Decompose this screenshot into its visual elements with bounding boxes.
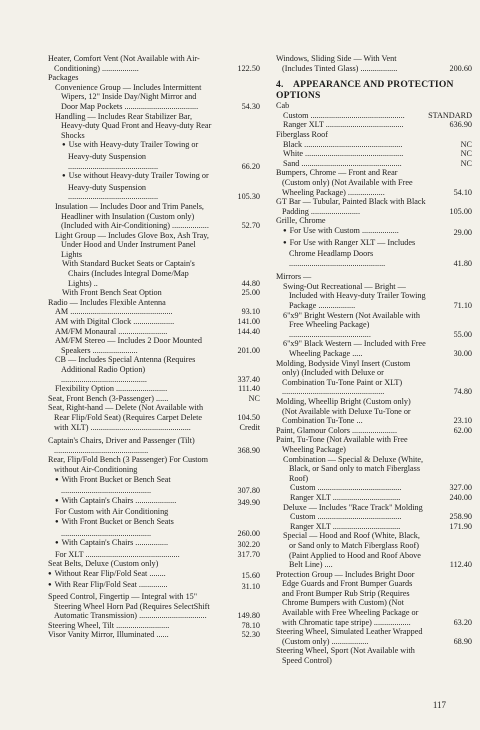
option-text: Convenience Group — Includes Intermittent Wipers, 12" Inside Day/Night Mirror and Door Map Pockets .................................... bbox=[55, 82, 202, 111]
option-row bbox=[283, 111, 472, 121]
option-price bbox=[238, 384, 260, 394]
price-value: 44.80 bbox=[241, 278, 260, 288]
price-note: Credit bbox=[239, 422, 260, 432]
option-price bbox=[449, 64, 472, 74]
option-row bbox=[290, 522, 472, 532]
option-row bbox=[62, 140, 260, 171]
option-text: Fiberglass Roof bbox=[276, 129, 328, 139]
price-value: 317.70 bbox=[237, 549, 260, 559]
option-price bbox=[237, 327, 260, 337]
option-text: Rear, Flip/Fold Bench (3 Passenger) For Custom without Air-Conditioning bbox=[48, 455, 208, 474]
price-value: 68.90 bbox=[453, 636, 472, 646]
option-price bbox=[237, 529, 260, 539]
price-value: 74.80 bbox=[453, 387, 472, 397]
option-price bbox=[237, 375, 260, 385]
option-text: Protection Group — Includes Bright Door Edge Guards and Front Bumper Guards and Front Bumper Rub Strip (Requires Chrome Bumpers with Custom) (Not Available with Free Wheeling Package or with Chromatic tape stripe) .................. bbox=[276, 569, 419, 627]
option-row bbox=[276, 216, 472, 226]
option-text: Speed Control, Fingertip — Integral with 15" Steering Wheel Horn Pad (Requires SelectShift Automatic Transmission) ................................. bbox=[48, 592, 210, 621]
option-price bbox=[242, 571, 260, 581]
price-value: 52.70 bbox=[241, 221, 260, 231]
option-text: Ranger XLT ...................................... bbox=[283, 120, 404, 130]
price-value: 201.00 bbox=[237, 345, 260, 355]
option-price bbox=[237, 413, 260, 432]
option-text: Steering Wheel, Sport (Not Available with Speed Control) bbox=[276, 646, 415, 666]
option-price bbox=[242, 307, 260, 317]
option-price bbox=[237, 611, 260, 621]
price-value: 327.00 bbox=[449, 483, 472, 493]
option-text: Captain's Chairs, Driver and Passenger (Tilt) .............................................. bbox=[48, 436, 195, 455]
option-price bbox=[237, 498, 260, 508]
option-text: Flexibility Option ......................... bbox=[55, 384, 168, 394]
option-text: With Front Bench Seat Option bbox=[62, 288, 162, 298]
option-row bbox=[276, 435, 472, 454]
option-row bbox=[276, 168, 472, 197]
option-row bbox=[276, 130, 472, 140]
option-text: Deluxe — Includes "Race Track" Molding bbox=[283, 502, 423, 512]
option-text: ● With Captain's Chairs ................ bbox=[55, 538, 214, 550]
option-price bbox=[249, 394, 260, 404]
option-row bbox=[283, 531, 472, 569]
option-row bbox=[48, 559, 260, 569]
option-row bbox=[62, 288, 260, 298]
option-price bbox=[454, 637, 472, 647]
option-row bbox=[55, 517, 260, 538]
option-price bbox=[454, 618, 472, 628]
option-row bbox=[283, 311, 472, 340]
price-value: 29.00 bbox=[453, 227, 472, 237]
price-value: NC bbox=[460, 139, 472, 149]
option-text: Special — Hood and Roof (White, Black, or Sand only to Match Fiberglass Roof) (Paint Applied to Hood and Roof Above Belt Line) .... bbox=[283, 531, 421, 570]
section-title: APPEARANCE AND PROTECTION OPTIONS bbox=[276, 79, 454, 102]
option-row bbox=[48, 54, 260, 73]
option-row bbox=[276, 426, 472, 436]
option-text: Ranger XLT ................................. bbox=[290, 492, 401, 502]
option-price bbox=[237, 317, 260, 327]
option-row bbox=[48, 298, 260, 308]
price-value: 52.30 bbox=[241, 630, 260, 640]
option-text: ● Use with Heavy-duty Trailer Towing or Heavy-duty Suspension ............................................ bbox=[62, 140, 214, 171]
option-row bbox=[48, 436, 260, 455]
price-value: 31.10 bbox=[241, 582, 260, 592]
price-value: 78.10 bbox=[241, 620, 260, 630]
option-text: AM/FM Monaural ........................ bbox=[55, 326, 168, 336]
price-value: 104.50 bbox=[237, 412, 260, 422]
option-text: Swing-Out Recreational — Bright — Included with Heavy-duty Trailer Towing Package .................. bbox=[283, 281, 426, 311]
option-row bbox=[55, 327, 260, 337]
price-value: 260.00 bbox=[237, 528, 260, 538]
option-price bbox=[461, 159, 472, 169]
option-row bbox=[55, 550, 260, 560]
option-text: Paint, Glamour Colors ...................... bbox=[276, 425, 397, 435]
option-text: ● With Front Bucket or Bench Seat ............................................ bbox=[55, 475, 214, 496]
option-row bbox=[48, 580, 260, 592]
option-row bbox=[283, 226, 472, 238]
option-row bbox=[55, 231, 260, 260]
option-text: ● With Captain's Chairs .................... bbox=[55, 496, 214, 508]
option-row bbox=[276, 627, 472, 646]
option-text: Steering Wheel, Tilt .......................... bbox=[48, 620, 170, 630]
price-value: 15.60 bbox=[241, 570, 260, 580]
option-text: Radio — Includes Flexible Antenna bbox=[48, 297, 166, 307]
option-price bbox=[237, 550, 260, 560]
option-text: AM .................................................. bbox=[55, 307, 173, 317]
price-value: 71.10 bbox=[453, 301, 472, 311]
option-row bbox=[48, 592, 260, 621]
option-text: ● For Use with Ranger XLT — Includes Chrome Headlamp Doors ............................................... bbox=[283, 238, 426, 269]
option-price bbox=[242, 221, 260, 231]
option-row bbox=[48, 455, 260, 474]
option-row bbox=[55, 384, 260, 394]
option-row bbox=[55, 336, 260, 355]
option-price bbox=[242, 288, 260, 298]
option-price bbox=[449, 522, 472, 532]
option-row bbox=[55, 507, 260, 517]
option-price bbox=[454, 416, 472, 426]
page-number: 117 bbox=[432, 700, 446, 710]
price-value: 55.00 bbox=[453, 329, 472, 339]
price-value: 23.10 bbox=[453, 416, 472, 426]
price-value: NC bbox=[248, 393, 260, 403]
option-price bbox=[428, 111, 472, 121]
option-text: ● For Use with Custom .................. bbox=[283, 226, 426, 238]
option-text: Bumpers, Chrome — Front and Rear (Custom only) (Not Available with Free Wheeling Package) .................. bbox=[276, 168, 413, 197]
option-price bbox=[454, 387, 472, 397]
option-price bbox=[454, 301, 472, 311]
price-value: 171.90 bbox=[449, 521, 472, 531]
option-price bbox=[237, 486, 260, 496]
price-value: NC bbox=[460, 158, 472, 168]
price-value: 25.00 bbox=[241, 288, 260, 298]
price-value: NC bbox=[460, 149, 472, 159]
price-value: 111.40 bbox=[238, 384, 260, 394]
price-value: 302.20 bbox=[237, 540, 260, 550]
price-value: 149.80 bbox=[237, 611, 260, 621]
section-number: 4. bbox=[276, 79, 284, 91]
price-value: 368.90 bbox=[237, 445, 260, 455]
option-text: Custom ......................................... bbox=[290, 483, 402, 493]
option-text: Grille, Chrome bbox=[276, 216, 326, 226]
option-price bbox=[461, 140, 472, 150]
option-text: Combination — Special & Deluxe (White, Black, or Sand only to match Fiberglass Roof) bbox=[283, 454, 424, 483]
option-row bbox=[55, 202, 260, 231]
option-price bbox=[454, 228, 472, 238]
option-row bbox=[48, 73, 260, 83]
option-text: Cab bbox=[276, 101, 290, 111]
option-price bbox=[449, 512, 472, 522]
option-price bbox=[237, 540, 260, 550]
option-row bbox=[62, 171, 260, 202]
option-row bbox=[48, 394, 260, 404]
option-row bbox=[290, 483, 472, 493]
option-text: Black ................................................ bbox=[283, 139, 403, 149]
option-row bbox=[48, 621, 260, 631]
option-text: Sand ................................................. bbox=[283, 158, 402, 168]
option-row bbox=[283, 455, 472, 484]
option-row bbox=[276, 646, 472, 665]
option-row bbox=[276, 197, 472, 216]
option-row bbox=[283, 282, 472, 311]
option-text: Ranger XLT ................................. bbox=[290, 521, 401, 531]
option-row bbox=[55, 112, 260, 141]
option-row bbox=[55, 496, 260, 508]
option-text: For Custom with Air Conditioning bbox=[55, 507, 169, 517]
option-price bbox=[242, 279, 260, 289]
price-value: 105.00 bbox=[449, 206, 472, 216]
option-text: Custom ......................................... bbox=[290, 512, 402, 522]
price-value: 30.00 bbox=[453, 349, 472, 359]
option-text: For XLT .............................................. bbox=[55, 549, 180, 559]
price-value: 66.20 bbox=[241, 161, 260, 171]
option-row bbox=[276, 397, 472, 426]
option-row bbox=[283, 159, 472, 169]
option-row bbox=[276, 359, 472, 397]
option-text: Seat Belts, Deluxe (Custom only) bbox=[48, 559, 159, 569]
option-price bbox=[449, 493, 472, 503]
option-text: Packages bbox=[48, 73, 79, 83]
price-value: 200.60 bbox=[449, 63, 472, 73]
option-text: 6"x9" Black Western — Included with Free Wheeling Package ..... bbox=[283, 339, 426, 359]
option-row bbox=[276, 54, 472, 73]
option-price bbox=[454, 426, 472, 436]
price-value: 144.40 bbox=[237, 326, 260, 336]
option-row bbox=[290, 512, 472, 522]
option-text: AM/FM Stereo — Includes 2 Door Mounted Speakers ...................... bbox=[55, 336, 202, 355]
option-text: Seat, Right-hand — Delete (Not Available with Rear Flip/Fold Seat) (Requires Carpet Delete with XLT) ................................................. bbox=[48, 403, 204, 432]
option-text: Seat, Front Bench (3-Passenger) ...... bbox=[48, 393, 169, 403]
option-row bbox=[283, 120, 472, 130]
price-value: 307.80 bbox=[237, 486, 260, 496]
option-row bbox=[276, 570, 472, 628]
option-text: Molding, Wheellip Bright (Custom only) (Not Available with Deluxe Tu-Tone or Combination Tu-Tone ... bbox=[276, 397, 411, 426]
option-price bbox=[461, 149, 472, 159]
price-value: 62.00 bbox=[453, 425, 472, 435]
option-text: Molding, Bodyside Vinyl Insert (Custom only) (Included with Deluxe or Combination Tu-Tone Paint or XLT) .................................................. bbox=[276, 358, 411, 397]
option-text: ● With Rear Flip/Fold Seat .............. bbox=[48, 580, 214, 592]
option-text: Mirrors — bbox=[276, 272, 312, 282]
option-row bbox=[276, 272, 472, 282]
price-value: 258.90 bbox=[449, 512, 472, 522]
option-price bbox=[237, 192, 260, 202]
option-price bbox=[237, 64, 260, 74]
option-price bbox=[449, 483, 472, 493]
option-price bbox=[454, 188, 472, 198]
option-text: Visor Vanity Mirror, Illuminated ...... bbox=[48, 630, 169, 640]
option-row bbox=[55, 538, 260, 550]
option-text: CB — Includes Special Antenna (Requires Additional Radio Option) .......................................... bbox=[55, 355, 196, 384]
option-price bbox=[242, 102, 260, 112]
price-value: 122.50 bbox=[237, 63, 260, 73]
option-row bbox=[283, 503, 472, 513]
option-row bbox=[48, 403, 260, 432]
option-text: Handling — Includes Rear Stabilizer Bar, Heavy-duty Quad Front and Heavy-duty Rear Shocks bbox=[55, 111, 212, 140]
option-row bbox=[283, 238, 472, 269]
option-text: Insulation — Includes Door and Trim Panels, Headliner with Insulation (Custom only) (Included with Air-Conditioning) .................. bbox=[55, 201, 209, 231]
option-price bbox=[237, 346, 260, 356]
option-text: ● Without Rear Flip/Fold Seat ........ bbox=[48, 569, 214, 581]
left-column bbox=[48, 54, 260, 640]
price-value: 54.30 bbox=[241, 101, 260, 111]
option-text: White ................................................ bbox=[283, 149, 404, 159]
price-value: 63.20 bbox=[453, 617, 472, 627]
price-value: 93.10 bbox=[241, 307, 260, 317]
option-text: Windows, Sliding Side — With Vent (Includes Tinted Glass) .................. bbox=[276, 54, 398, 73]
option-row bbox=[290, 493, 472, 503]
option-price bbox=[449, 207, 472, 217]
option-price bbox=[242, 162, 260, 172]
option-price bbox=[242, 630, 260, 640]
price-value: 141.00 bbox=[237, 317, 260, 327]
option-price bbox=[242, 621, 260, 631]
option-row bbox=[48, 569, 260, 581]
option-text: Steering Wheel, Simulated Leather Wrapped (Custom only) .................. bbox=[276, 627, 423, 646]
option-row bbox=[283, 149, 472, 159]
option-row bbox=[48, 630, 260, 640]
option-price bbox=[450, 560, 472, 570]
option-row bbox=[55, 317, 260, 327]
option-price bbox=[454, 330, 472, 340]
option-row bbox=[55, 475, 260, 496]
option-text: Heater, Comfort Vent (Not Available with Air-Conditioning) .................. bbox=[48, 54, 200, 73]
option-text: Custom .............................................. bbox=[283, 110, 405, 120]
option-price bbox=[454, 259, 472, 269]
option-row bbox=[55, 355, 260, 384]
price-value: 636.90 bbox=[449, 120, 472, 130]
option-text: ● With Front Bucket or Bench Seats ............................................ bbox=[55, 517, 214, 538]
price-value: 240.00 bbox=[449, 492, 472, 502]
option-row bbox=[62, 259, 260, 288]
option-text: With Standard Bucket Seats or Captain's Chairs (Includes Integral Dome/Map Lights) .. bbox=[62, 259, 195, 288]
option-row bbox=[276, 101, 472, 111]
right-column bbox=[276, 54, 472, 666]
price-value: 337.40 bbox=[237, 374, 260, 384]
option-text: AM with Digital Clock .................... bbox=[55, 317, 175, 327]
option-text: Paint, Tu-Tone (Not Available with Free Wheeling Package) bbox=[276, 435, 408, 454]
option-text: GT Bar — Tubular, Painted Black with Black Padding ........................ bbox=[276, 197, 426, 216]
option-price bbox=[454, 349, 472, 359]
section-heading bbox=[276, 79, 472, 101]
option-text: ● Use without Heavy-duty Trailer Towing or Heavy-duty Suspension ............................................ bbox=[62, 171, 214, 202]
price-value: 41.80 bbox=[453, 258, 472, 268]
option-text: 6"x9" Bright Western (Not Available with Free Wheeling Package) ........................................ bbox=[283, 310, 420, 339]
price-value: 112.40 bbox=[449, 560, 472, 570]
price-value: 349.90 bbox=[237, 497, 260, 507]
price-value: STANDARD bbox=[428, 110, 472, 120]
option-text: Light Group — Includes Glove Box, Ash Tray, Under Hood and Under Instrument Panel Lights bbox=[55, 230, 209, 259]
option-row bbox=[55, 83, 260, 112]
price-value: 54.10 bbox=[453, 187, 472, 197]
option-row bbox=[283, 140, 472, 150]
option-price bbox=[449, 120, 472, 130]
price-value: 105.30 bbox=[237, 192, 260, 202]
option-row bbox=[55, 307, 260, 317]
option-row bbox=[283, 339, 472, 358]
option-price bbox=[242, 582, 260, 592]
option-price bbox=[237, 446, 260, 456]
